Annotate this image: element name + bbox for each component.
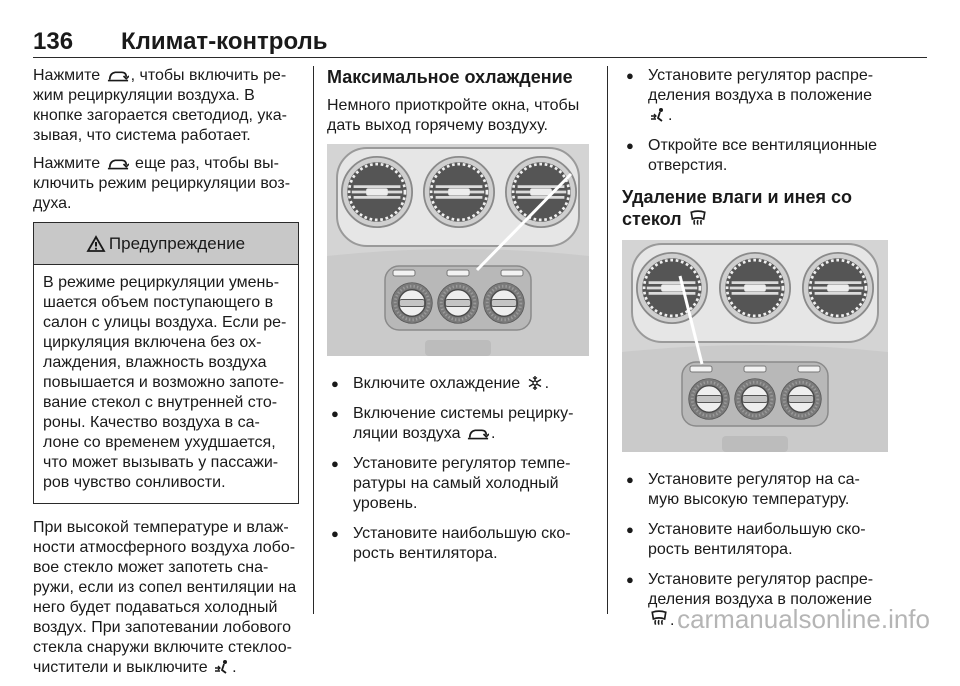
defrost-icon bbox=[650, 610, 668, 628]
warning-text: В режиме рециркуляции умень- шается объем поступающего в салон с улицы воздуха. Если ре- циркуляция включена без ох- лаждения, влажность воздуха повышается и возможно запоте- вание стекол с внутренней сто- роны. Качество воздуха в са- лоне со временем ухудшается, что может вызывать у пассажи- ров чувство сонливости. bbox=[43, 274, 287, 491]
cooling-steps-continued bbox=[622, 66, 892, 176]
warning-triangle-icon bbox=[87, 236, 105, 252]
climate-panel-illustration bbox=[622, 240, 888, 452]
paragraph-recirc-off: Нажмите еще раз, чтобы вы- ключить режим рециркуляции воз- духа. bbox=[33, 155, 291, 212]
heading-max-cooling: Максимальное охлаждение bbox=[327, 67, 573, 87]
list-item: ● Установите регулятор на са- мую высокую температуру. bbox=[622, 470, 892, 510]
warning-title: Предупреждение bbox=[108, 233, 246, 253]
climate-panel-illustration bbox=[327, 144, 589, 356]
list-item: ● Включение системы рецирку- ляции воздуха . bbox=[327, 404, 593, 444]
floor-air-icon bbox=[650, 107, 666, 123]
page-number: 136 bbox=[33, 28, 74, 55]
cooling-steps bbox=[327, 374, 593, 564]
list-item: ● Установите регулятор распре- деления воздуха в положение . bbox=[622, 570, 892, 631]
list-item: ● Установите регулятор темпе- ратуры на самый холодный уровень. bbox=[327, 454, 593, 514]
recirculation-icon bbox=[467, 427, 489, 441]
recirculation-icon bbox=[107, 69, 129, 83]
heading-defog: Удаление влаги и инея со стекол bbox=[622, 187, 853, 229]
recirculation-icon bbox=[107, 157, 129, 171]
list-item: ● Установите наибольшую ско- рость вентилятора. bbox=[327, 524, 593, 564]
column-3 bbox=[622, 66, 892, 641]
list-item: ● Откройте все вентиляционные отверстия. bbox=[622, 136, 892, 176]
list-item: ● Установите регулятор распре- деления воздуха в положение . bbox=[622, 66, 892, 126]
floor-air-icon bbox=[214, 659, 230, 675]
list-item: ● Установите наибольшую ско- рость вентилятора. bbox=[622, 520, 892, 560]
page-header bbox=[33, 28, 927, 58]
chapter-title: Климат-контроль bbox=[121, 28, 328, 55]
column-divider bbox=[313, 66, 314, 614]
column-2 bbox=[327, 66, 593, 574]
warning-box bbox=[33, 222, 299, 504]
warning-header bbox=[34, 223, 298, 265]
column-1 bbox=[33, 66, 299, 686]
paragraph-fogging: При высокой температуре и влаж- ности атмосферного воздуха лобо- вое стекло может запотеть сна- ружи, если из сопел вентиляции на него будет подаваться холодный воздух. При запотевании лобового стекла снаружи включите стеклоо- чистители и выключите . bbox=[33, 519, 297, 676]
watermark: carmanualsonline.info bbox=[677, 604, 930, 634]
paragraph-intro: Немного приоткройте окна, чтобы дать выход горячему воздуху. bbox=[327, 97, 580, 134]
list-item: ● Включите охлаждение . bbox=[327, 374, 593, 394]
snowflake-icon bbox=[527, 375, 543, 391]
column-divider bbox=[607, 66, 608, 614]
paragraph-recirc-on: Нажмите , чтобы включить ре- жим рециркуляции воздуха. В кнопке загорается светодиод, ука- зывая, что система работает. bbox=[33, 67, 287, 144]
defrost-icon bbox=[689, 210, 707, 228]
